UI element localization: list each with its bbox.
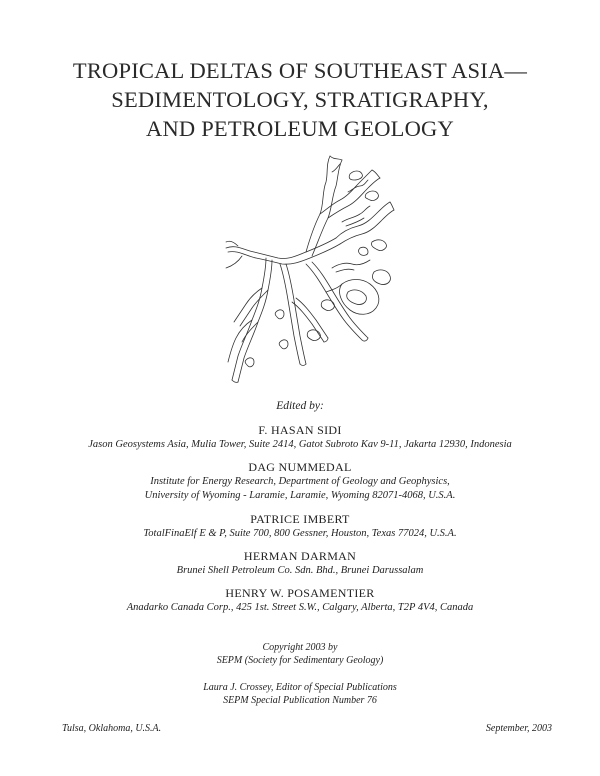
editor-affiliation: Brunei Shell Petroleum Co. Sdn. Bhd., Brunei Darussalam: [176, 565, 424, 576]
copyright-line: Copyright 2003 by: [262, 642, 338, 653]
edited-by-label: Edited by:: [276, 400, 324, 412]
book-title: [0, 56, 600, 143]
delta-map-illustration: [222, 152, 398, 388]
editor-name: DAG NUMMEDAL: [248, 460, 352, 474]
publication-date: September, 2003: [485, 723, 552, 734]
editor-name: PATRICE IMBERT: [250, 512, 350, 526]
editor-name: HERMAN DARMAN: [243, 549, 357, 563]
book-title-line-2: SEDIMENTOLOGY, STRATIGRAPHY,: [111, 87, 489, 112]
publication-number: SEPM Special Publication Number 76: [223, 695, 377, 706]
publisher-name: SEPM (Society for Sedimentary Geology): [216, 655, 384, 666]
book-title-line-3: AND PETROLEUM GEOLOGY: [146, 116, 454, 141]
publication-place: Tulsa, Oklahoma, U.S.A.: [62, 723, 162, 734]
editor-affiliation: Jason Geosystems Asia, Mulia Tower, Suite 2414, Gatot Subroto Kav 9-11, Jakarta 12930, Indonesia: [88, 439, 512, 450]
editor-name: F. HASAN SIDI: [258, 423, 342, 437]
editor-affiliation: University of Wyoming - Laramie, Laramie, Wyoming 82071-4068, U.S.A.: [144, 490, 456, 501]
editor-affiliation: Anadarko Canada Corp., 425 1st. Street S.W., Calgary, Alberta, T2P 4V4, Canada: [126, 602, 474, 613]
editor-affiliation: TotalFinaElf E & P, Suite 700, 800 Gessner, Houston, Texas 77024, U.S.A.: [143, 528, 457, 539]
editor-name: HENRY W. POSAMENTIER: [225, 586, 375, 600]
book-title-line-1: TROPICAL DELTAS OF SOUTHEAST ASIA—: [72, 58, 528, 83]
editor-affiliation: Institute for Energy Research, Department of Geology and Geophysics,: [150, 476, 450, 487]
special-publications-editor: Laura J. Crossey, Editor of Special Publications: [203, 682, 397, 693]
